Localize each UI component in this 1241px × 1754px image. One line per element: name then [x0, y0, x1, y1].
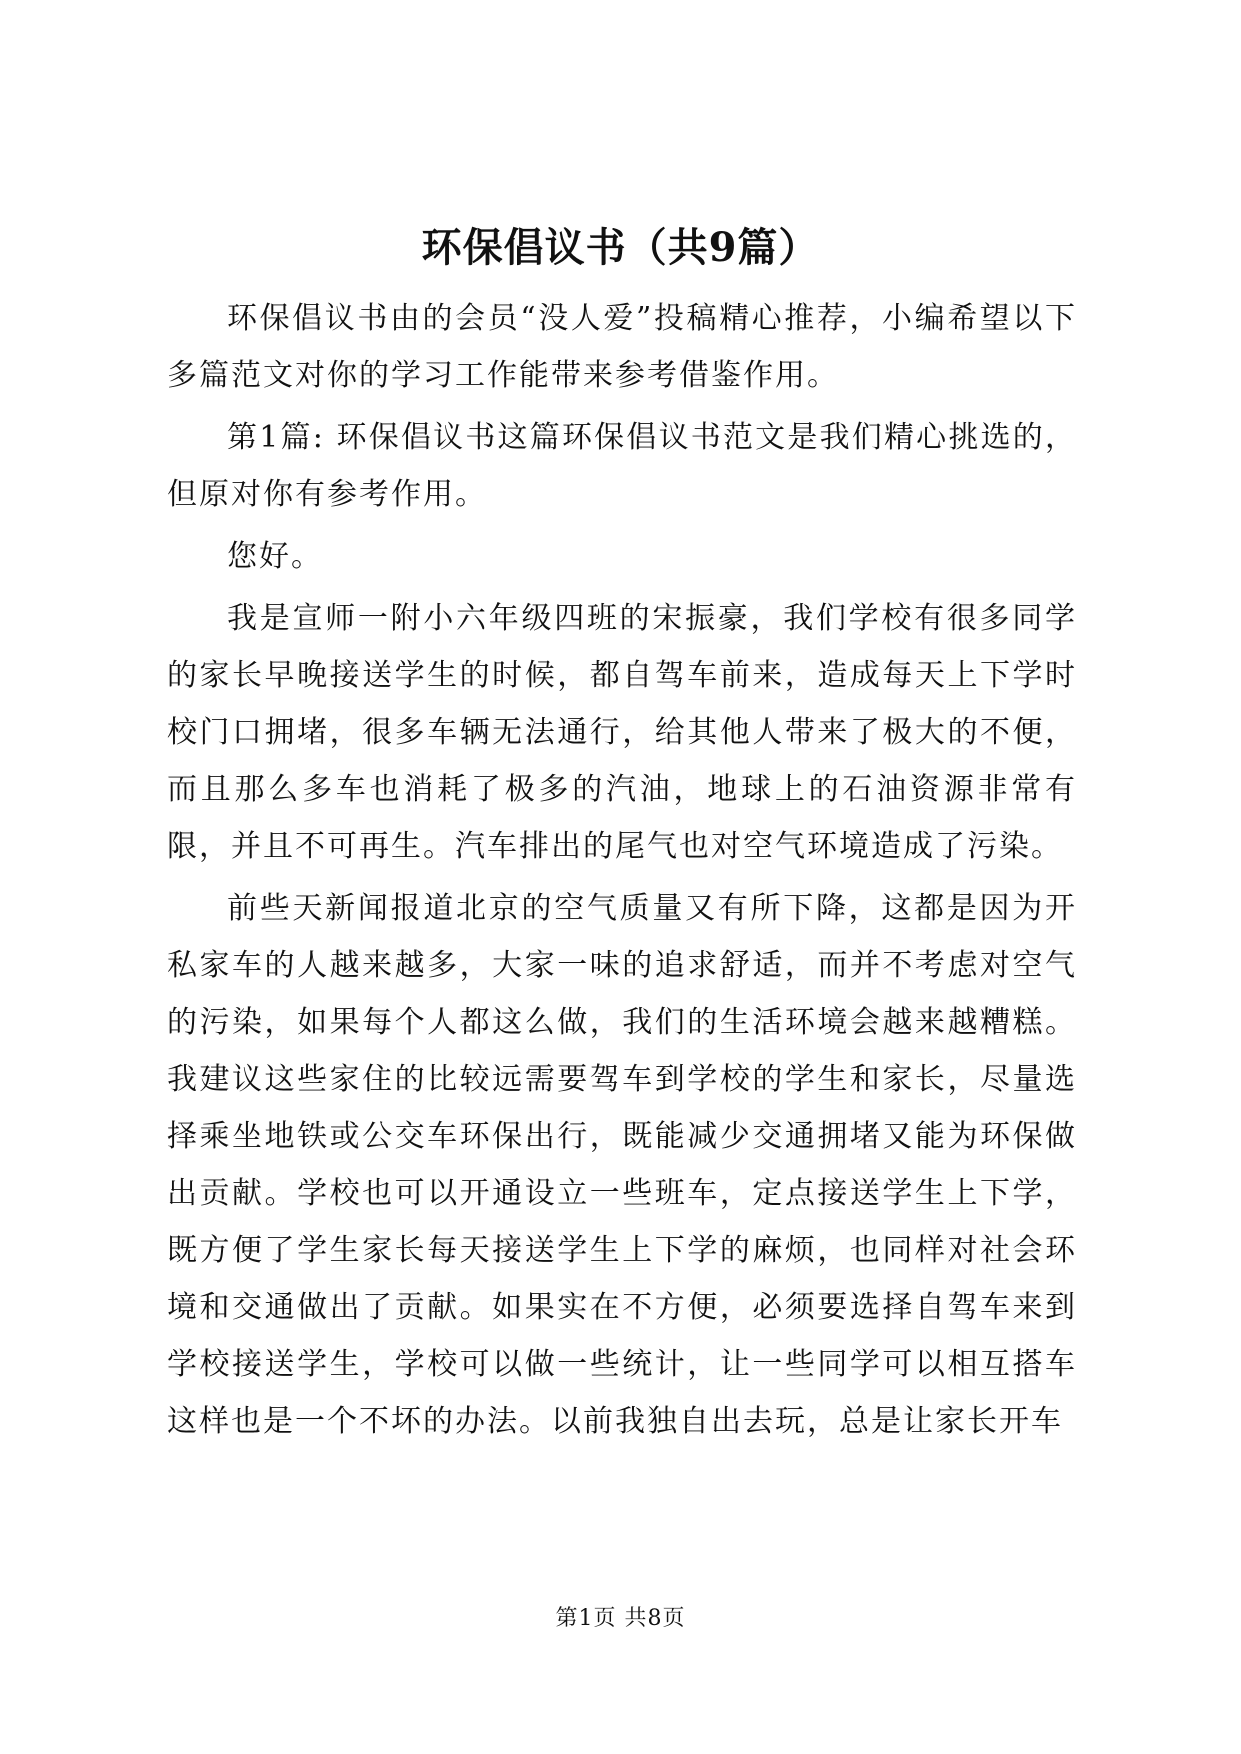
paragraph-greeting: 您好。	[227, 539, 323, 574]
paragraph-body-2: 前些天新闻报道北京的空气质量又有所下降，这都是因为开私家车的人越来越多，大家一味的追求舒适，而并不考虑对空气的污染，如果每个人都这么做，我们的生活环境会越来越糟糕。我建议这些家住的比较远需要驾车到学校的学生和家长，尽量选择乘坐地铁或公交车环保出行，既能减少交通拥堵又能为环保做出贡献。学校也可以开通设立一些班车，定点接送学生上下学，既方便了学生家长每天接送学生上下学的麻烦，也同样对社会环境和交通做出了贡献。如果实在不方便，必须要选择自驾车来到学校接送学生，学校可以做一些统计，让一些同学可以相互搭车这样也是一个不坏的办法。以前我独自出去玩，总是让家长开车	[167, 891, 1077, 1439]
document-body	[167, 290, 1077, 1450]
paragraph-intro: 环保倡议书由的会员“没人爱”投稿精心推荐，小编希望以下多篇范文对你的学习工作能带来参考借鉴作用。	[167, 301, 1077, 393]
paragraph-body-1: 我是宣师一附小六年级四班的宋振豪，我们学校有很多同学的家长早晚接送学生的时候，都自驾车前来，造成每天上下学时校门口拥堵，很多车辆无法通行，给其他人带来了极大的不便，而且那么多车也消耗了极多的汽油，地球上的石油资源非常有限，并且不可再生。汽车排出的尾气也对空气环境造成了污染。	[167, 601, 1077, 864]
document-title: 环保倡议书（共9篇）	[421, 224, 820, 271]
page-footer: 第1页 共8页	[555, 1606, 686, 1631]
paragraph-article-heading: 第1篇: 环保倡议书这篇环保倡议书范文是我们精心挑选的，但原对你有参考作用。	[167, 420, 1077, 512]
